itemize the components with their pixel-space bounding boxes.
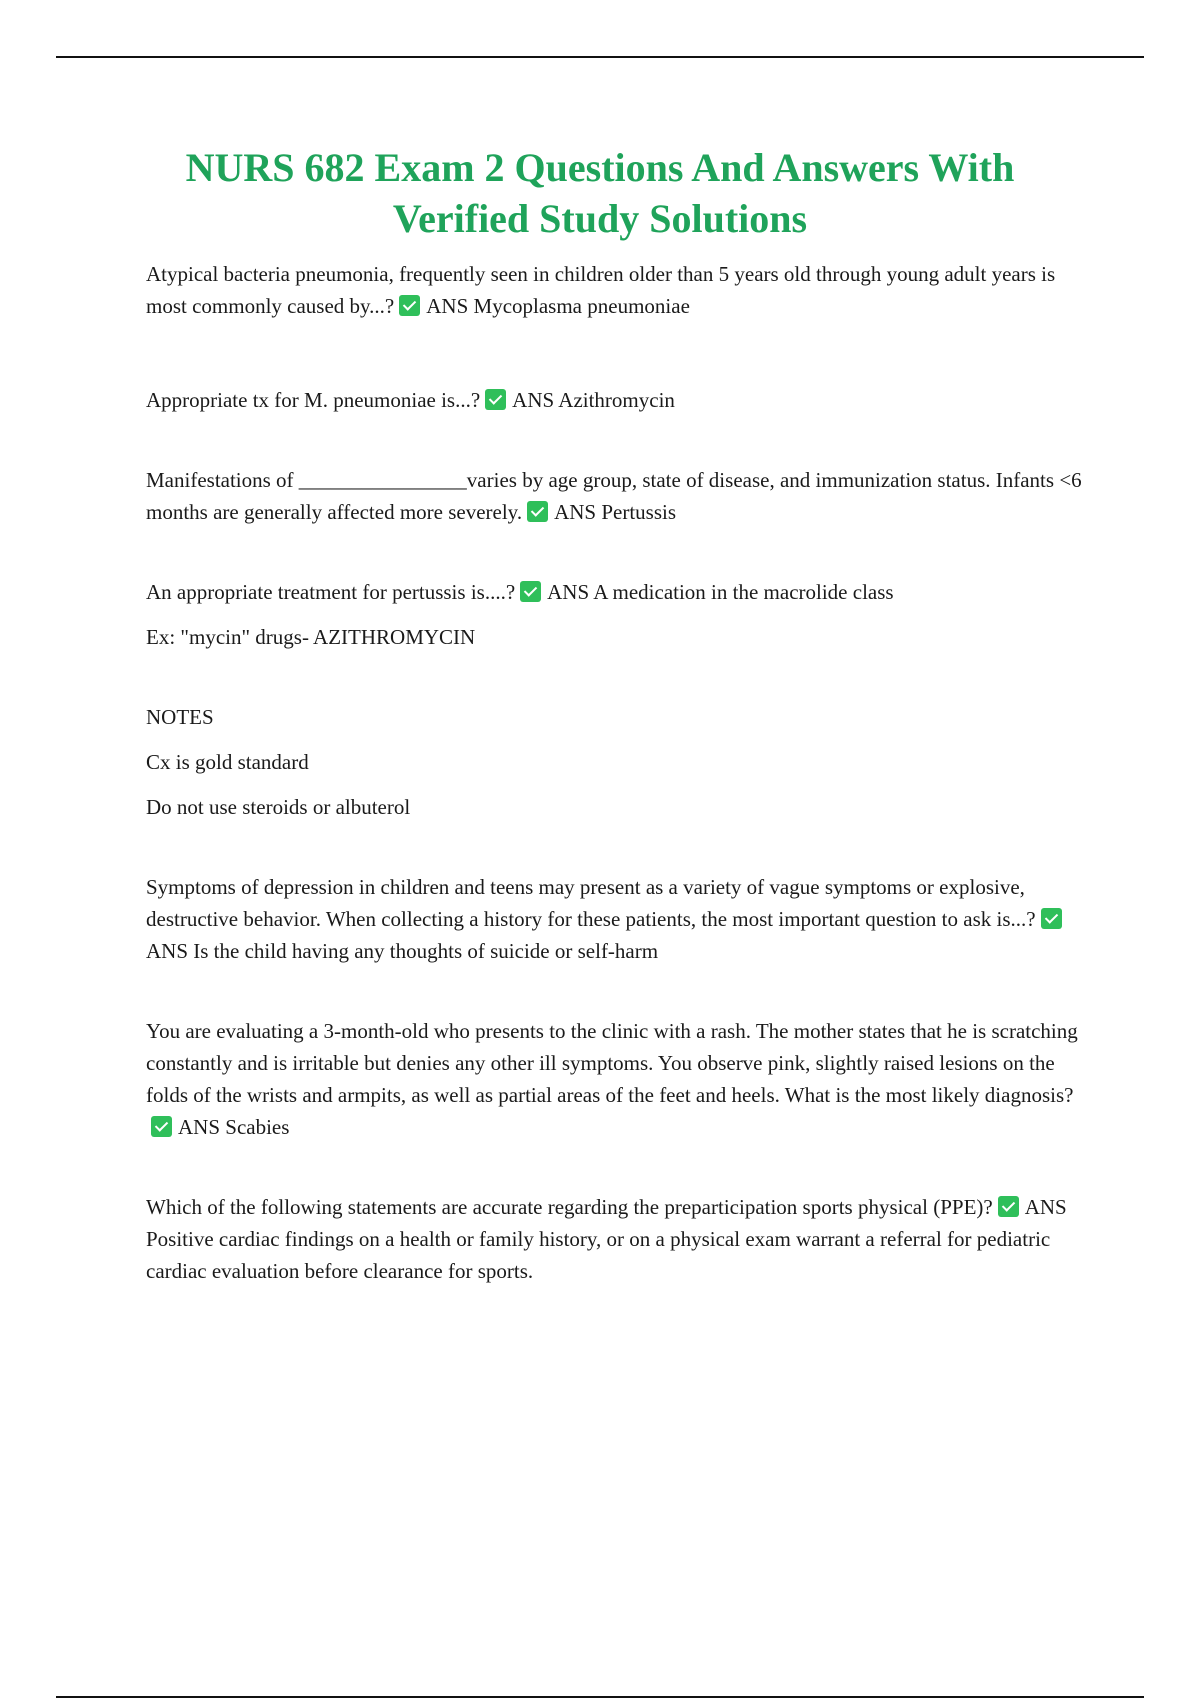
- checkmark-icon: [1041, 908, 1062, 929]
- checkmark-icon: [527, 501, 548, 522]
- checkmark-icon: [485, 389, 506, 410]
- answer-prefix: ANS: [554, 500, 597, 524]
- qa-item: [146, 1191, 1086, 1287]
- answer-text: A medication in the macrolide class: [593, 580, 894, 604]
- notes-heading: NOTES: [146, 705, 214, 729]
- answer-text: Azithromycin: [558, 388, 675, 412]
- checkmark-icon: [399, 295, 420, 316]
- document-title: [120, 142, 1080, 244]
- document-body: [146, 258, 1086, 1287]
- question-text: You are evaluating a 3-month-old who presents to the clinic with a rash. The mother states that he is scratching constantly and is irritable but denies any other ill symptoms. You observe pink, slightly raised lesions on the folds of the wrists and armpits, as well as partial areas of the feet and heels. What is the most likely diagnosis?: [146, 1019, 1078, 1107]
- answer-text: Scabies: [225, 1115, 290, 1139]
- answer-example: Ex: "mycin" drugs- AZITHROMYCIN: [146, 625, 476, 649]
- title-line-1: NURS 682 Exam 2 Questions And Answers With: [185, 145, 1015, 190]
- question-text: Symptoms of depression in children and teens may present as a variety of vague symptoms or explosive, destructive behavior. When collecting a history for these patients, the most important question to ask is...?: [146, 875, 1036, 931]
- qa-item: [146, 576, 1086, 608]
- qa-item: [146, 464, 1086, 528]
- answer-text: Mycoplasma pneumoniae: [473, 294, 690, 318]
- answer-prefix: ANS: [547, 580, 590, 604]
- answer-text: Positive cardiac findings on a health or family history, or on a physical exam warrant a referral for pediatric cardiac evaluation before clearance for sports.: [146, 1227, 1051, 1283]
- checkmark-icon: [998, 1196, 1019, 1217]
- top-rule: [56, 56, 1144, 58]
- question-text: Which of the following statements are accurate regarding the preparticipation sports physical (PPE)?: [146, 1195, 993, 1219]
- title-line-2: Verified Study Solutions: [392, 196, 808, 241]
- qa-item: [146, 871, 1086, 967]
- qa-item: [146, 1015, 1086, 1143]
- qa-item: [146, 258, 1086, 322]
- question-text: An appropriate treatment for pertussis is....?: [146, 580, 516, 604]
- question-text: Appropriate tx for M. pneumoniae is...?: [146, 388, 481, 412]
- qa-item: [146, 384, 1086, 416]
- answer-prefix: ANS: [512, 388, 555, 412]
- answer-prefix: ANS: [178, 1115, 221, 1139]
- question-text: Atypical bacteria pneumonia, frequently seen in children older than 5 years old through young adult years is most commonly caused by...?: [146, 262, 1056, 318]
- checkmark-icon: [151, 1116, 172, 1137]
- notes-line: Cx is gold standard: [146, 750, 309, 774]
- answer-prefix: ANS: [1024, 1195, 1067, 1219]
- checkmark-icon: [520, 581, 541, 602]
- bottom-rule: [56, 1696, 1144, 1698]
- answer-prefix: ANS: [426, 294, 469, 318]
- notes-line: Do not use steroids or albuterol: [146, 795, 411, 819]
- answer-prefix: ANS: [146, 939, 189, 963]
- question-text: Manifestations of ________________varies by age group, state of disease, and immunization status. Infants <6 months are generally affected more severely.: [146, 468, 1082, 524]
- answer-text: Is the child having any thoughts of suicide or self-harm: [193, 939, 659, 963]
- answer-text: Pertussis: [601, 500, 677, 524]
